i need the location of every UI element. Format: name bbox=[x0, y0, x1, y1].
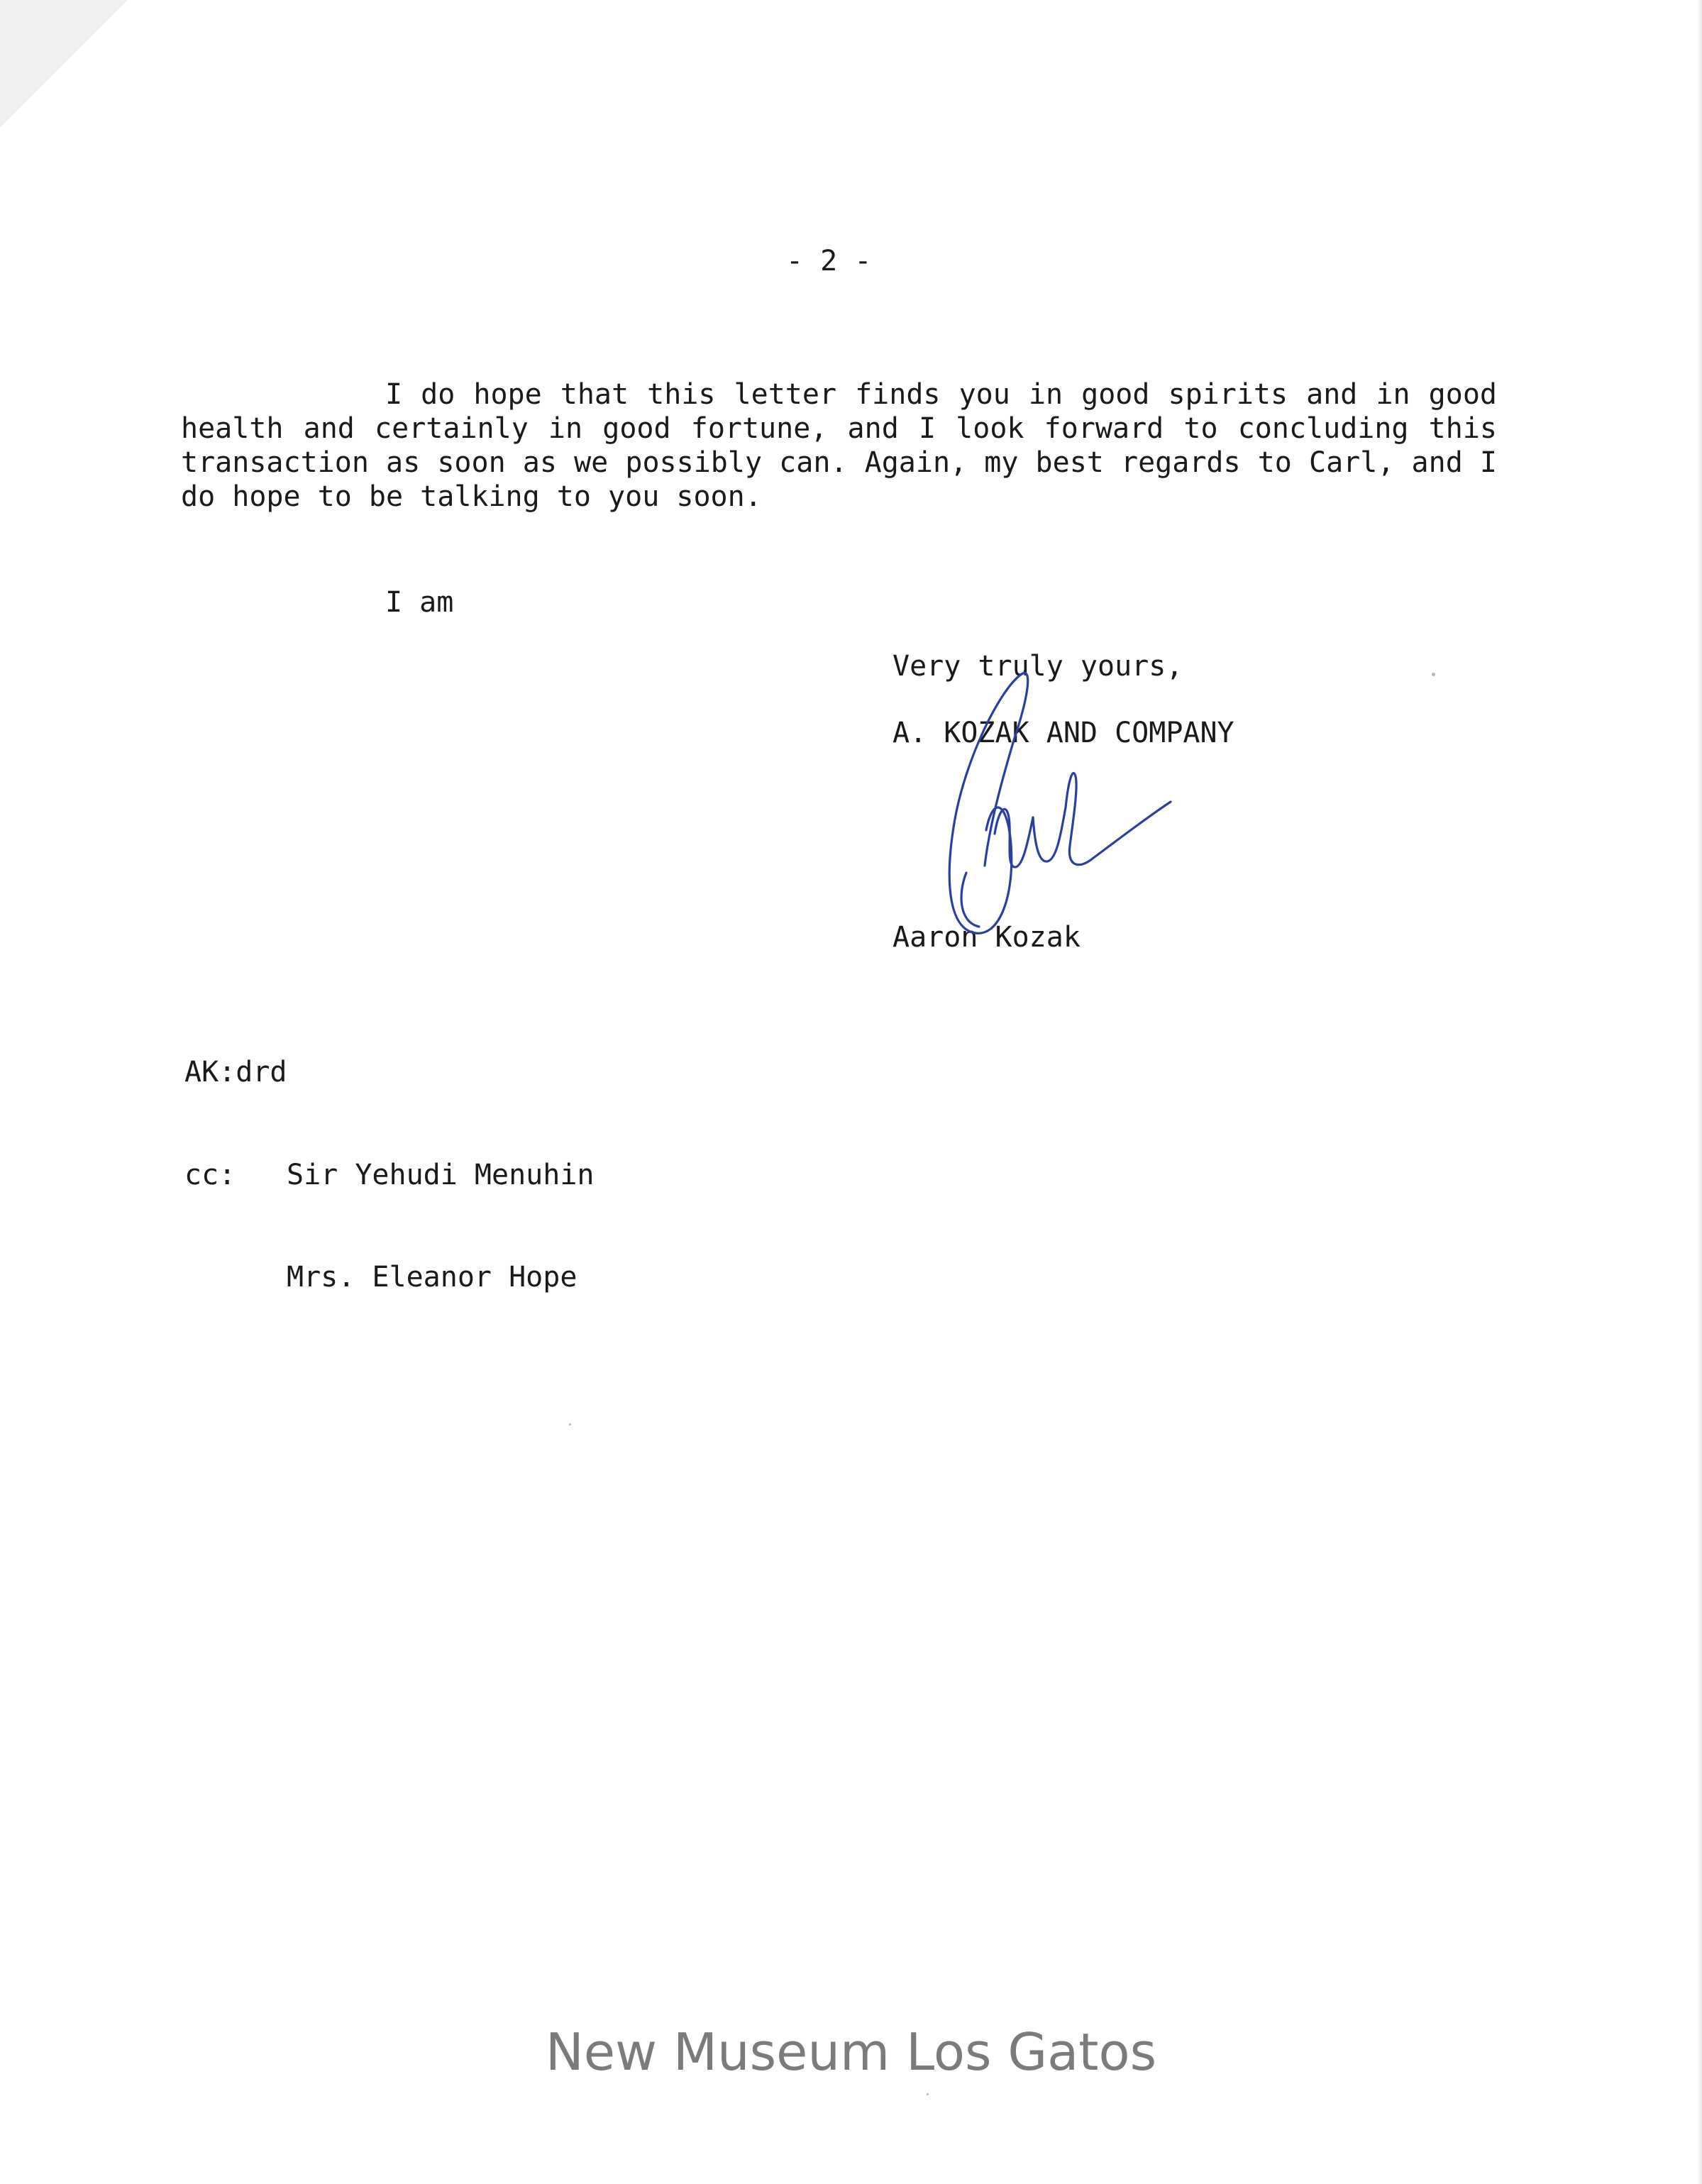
cc-line bbox=[184, 1260, 594, 1294]
paper-speck bbox=[1432, 673, 1435, 676]
cc-line bbox=[184, 1158, 594, 1192]
cc-recipient: Sir Yehudi Menuhin bbox=[287, 1159, 595, 1191]
body-paragraph: I do hope that this letter finds you in good spirits and in good health and certainly in good fortune, and I look forward to concluding this transaction as soon as we possibly can. Again, my best regards to Carl, and I do hope to be talking to you soon. bbox=[181, 378, 1497, 513]
cc-label: cc: bbox=[184, 1159, 236, 1191]
closing-line: I am bbox=[385, 586, 454, 619]
paper-speck bbox=[927, 2093, 929, 2095]
cc-recipient: Mrs. Eleanor Hope bbox=[287, 1261, 578, 1294]
page-edge-shadow bbox=[1698, 0, 1702, 2184]
museum-watermark: New Museum Los Gatos bbox=[545, 2022, 1157, 2082]
folded-corner bbox=[0, 0, 128, 128]
signer-name: Aaron Kozak bbox=[893, 921, 1081, 954]
company-name: A. KOZAK AND COMPANY bbox=[893, 717, 1234, 749]
reference-initials: AK:drd bbox=[184, 1056, 287, 1088]
paper-speck bbox=[569, 1423, 571, 1425]
complimentary-close: Very truly yours, bbox=[893, 650, 1183, 683]
page-number: - 2 - bbox=[786, 245, 872, 277]
handwritten-signature bbox=[915, 660, 1199, 986]
cc-block bbox=[184, 1090, 594, 1362]
